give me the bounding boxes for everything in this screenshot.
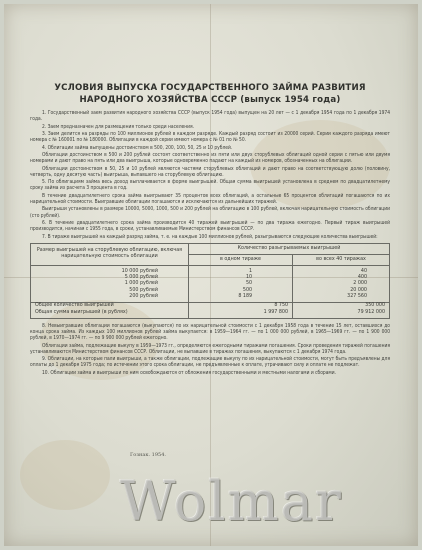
terms-paragraph: 3. Заем делится на разряды по 100 миллионов рублей в каждом разряде. Каждый разряд состоит из 20000 серий. Серии каждого разряда имеют номера с № 160001 по № 180000. Облигации в каждой серии имеют номера с № 01 по № 50. (30, 130, 390, 144)
terms-paragraphs-top (30, 110, 390, 240)
bond-terms-text (30, 82, 390, 377)
prize-amount: 500 рублей (31, 288, 189, 294)
terms-paragraph: 9. Облигации, на которые пали выигрыши, а также облигации, подлежащие выкупу по их нарицательной стоимости, могут быть предъявлены для оплаты до 1 декабря 1975 года; по истечении этого срока облигации, не предъявленные к оплате, утрачивают силу и оплате не подлежат. (30, 356, 390, 369)
prize-count-all-draws: 2 000 (293, 281, 390, 287)
prize-row (31, 294, 390, 303)
prize-count-one-draw: 10 (188, 275, 292, 281)
prize-size-header: Размер выигрышей на сторублевую облигацию, включая нарицательную стоимость облигации (31, 243, 189, 265)
prize-count-all-draws: 20 000 (293, 288, 390, 294)
prize-count-all-draws: 40 (293, 265, 390, 275)
terms-paragraph: Выигрыши установлены в размере 10000, 5000, 1000, 500 и 200 рублей на облигацию в 100 рублей, включая нарицательную стоимость облигации (сто рублей). (30, 206, 390, 219)
total-count-all: 350 000 (293, 303, 390, 310)
terms-paragraph: 7. В тираже выигрышей на каждый разряд займа, т. е. на каждые 100 миллионов рублей, разыгрываются следующие количества выигрышей: (42, 233, 378, 240)
prize-count-one-draw: 8 189 (188, 294, 292, 303)
terms-paragraph: 5. По облигациям займа весь доход выплачивается в форме выигрышей. Общая сумма выигрышей установлена в среднем по двадцатилетнему сроку займа из расчета 3 процента в год. (30, 179, 390, 192)
terms-paragraph: 4. Облигации займа выпущены достоинством в 500, 200, 100, 50, 25 и 10 рублей. (42, 144, 233, 151)
terms-paragraph: Облигации достоинством в 50, 25 и 10 рублей являются частями сторублевых облигаций и дают право на соответствующую долю (половину, четверть, одну десятую часть) выигрыша, выпавшего на сторублевую облигацию. (30, 165, 390, 178)
prize-count-one-draw: 50 (188, 281, 292, 287)
total-sum-one: 1 997 800 (188, 310, 292, 319)
paper-stain (20, 440, 110, 510)
one-draw-header: в одном тираже (188, 254, 292, 265)
terms-paragraph: В течение двадцатилетнего срока займа выигрывают 35 процентов всех облигаций, а остальные 65 процентов облигаций погашаются по их нарицательной стоимости. Выигравшие облигации погашаются и исключаются из дальнейших тиражей. (30, 192, 390, 205)
prize-rows (31, 265, 390, 302)
total-sum-all: 79 912 000 (293, 310, 390, 319)
terms-paragraph: 1. Государственный заем развития народного хозяйства СССР (выпуск 1954 года) выпущен на 20 лет — с 1 декабря 1954 года по 1 декабря 1974 года. (30, 110, 390, 123)
prize-count-all-draws: 400 (293, 275, 390, 281)
prize-table (30, 243, 390, 319)
prize-amount: 200 рублей (31, 294, 189, 303)
terms-paragraph: 2. Заем предназначен для размещения только среди населения. (42, 123, 195, 130)
prize-count-one-draw: 1 (188, 265, 292, 275)
terms-paragraph: Облигации достоинством в 500 и 200 рублей состоят соответственно из пяти или двух сторублевых облигаций одной серии с пятью или двумя номерами и дают право на пять или два выигрыша, которые одновременно падают на каждый из номеров, обозначенных на облигации. (30, 151, 390, 165)
prize-amount: 10 000 рублей (31, 265, 189, 275)
total-count-label: Общее количество выигрышей (31, 303, 189, 310)
prize-count-header: Количество разыгрываемых выигрышей (188, 243, 389, 254)
document-title (30, 82, 390, 106)
terms-paragraph: Облигации займа, подлежащие выкупу в 1959—1973 гг., определяются ежегодными тиражами погашения. Сроки проведения тиражей погашения устанавливаются Министерством финансов СССР. Облигации, не выпавшие в тиражах погашения, выкупаются с 1 декабря 1974 года. (30, 342, 390, 355)
all-draws-header: во всех 40 тиражах (293, 254, 390, 265)
prize-count-all-draws: 327 560 (293, 294, 390, 303)
terms-paragraph: 10. Облигации займа и выигрыши по ним освобождаются от обложения государственными и местными налогами и сборами. (42, 369, 337, 376)
prize-count-one-draw: 500 (188, 288, 292, 294)
terms-paragraph: 8. Невыигравшие облигации погашаются (выкупаются) по их нарицательной стоимости с 1 декабря 1958 года в течение 15 лет, оставшихся до конца срока займа. Из каждых 100 миллионов рублей займа выкупается: в 1959—1964 гг. — по 1 000 000 рублей, в 1965—1969 гг. — по 1 900 000 рублей, в 1970—1974 гг. — по 9 900 000 рублей ежегодно. (30, 322, 390, 342)
prize-row (31, 265, 390, 275)
title-line-2: НАРОДНОГО ХОЗЯЙСТВА СССР (выпуск 1954 года) (79, 95, 341, 105)
total-sum-label: Общая сумма выигрышей (в рублях) (31, 310, 189, 319)
terms-paragraph: 6. В течение двадцатилетнего срока займа производится 40 тиражей выигрышей — по два тиража ежегодно. Первый тираж выигрышей производится, начиная с 1955 года, в сроки, устанавливаемые Министерством финансов СССР. (30, 219, 390, 233)
total-count-one: 8 750 (188, 303, 292, 310)
title-line-1: УСЛОВИЯ ВЫПУСКА ГОСУДАРСТВЕННОГО ЗАЙМА РАЗВИТИЯ (54, 83, 366, 93)
prize-amount: 5 000 рублей (31, 275, 189, 281)
watermark-text: Wolmar (120, 470, 343, 533)
printer-imprint: Гознак. 1954. (130, 452, 166, 458)
prize-amount: 1 000 рублей (31, 281, 189, 287)
terms-paragraphs-bottom (30, 323, 390, 376)
